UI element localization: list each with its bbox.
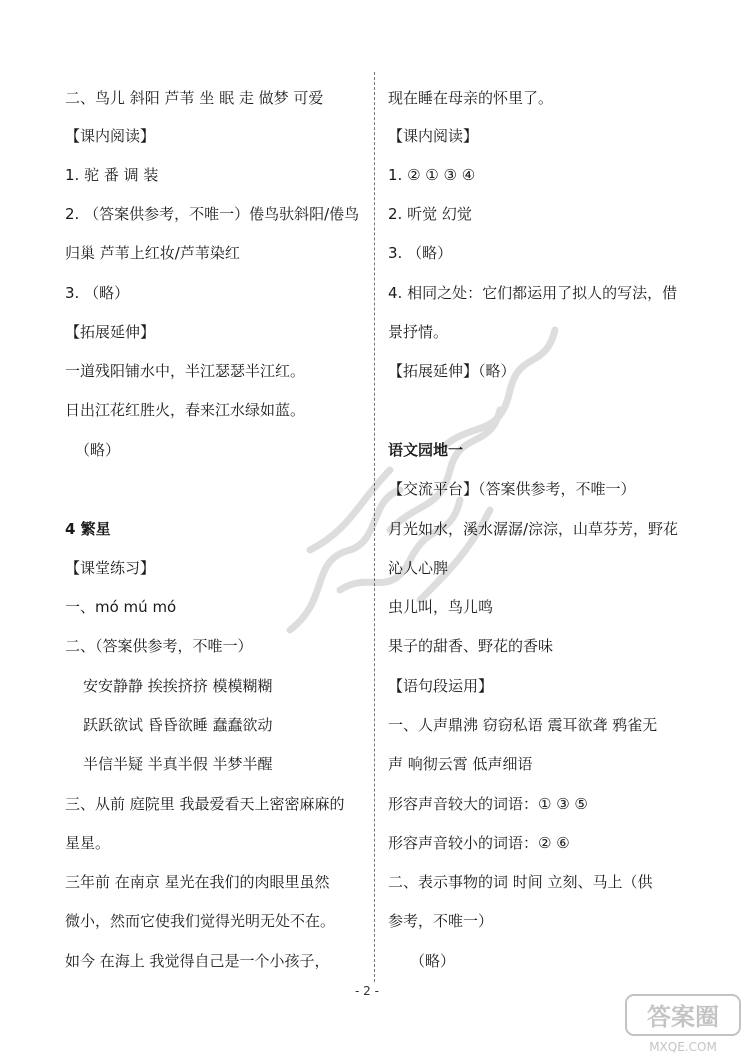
answer-line: 形容声音较大的词语：① ③ ⑤ bbox=[388, 795, 588, 813]
answer-line: 3. （略） bbox=[65, 284, 130, 302]
answer-line: 果子的甜香、野花的香味 bbox=[388, 637, 554, 655]
svg-text:答案圈: 答案圈 bbox=[647, 1003, 719, 1031]
answer-line: 半信半疑 半真半假 半梦半醒 bbox=[83, 755, 273, 773]
section-heading: 【课堂练习】 bbox=[65, 559, 156, 577]
answer-line: 2. （答案供参考，不唯一）倦鸟驮斜阳/倦鸟 bbox=[65, 205, 360, 223]
section-heading: 【交流平台】（答案供参考，不唯一） bbox=[388, 480, 636, 498]
unit-title: 语文园地一 bbox=[388, 441, 464, 459]
answer-line: 归巢 芦苇上红妆/芦苇染红 bbox=[65, 244, 240, 262]
answer-line: 月光如水，溪水潺潺/淙淙，山草芬芳，野花 bbox=[388, 520, 679, 538]
answer-line: 一、mó mú mó bbox=[65, 598, 177, 616]
answer-line: 景抒情。 bbox=[388, 323, 449, 341]
answer-line: 1. 驼 番 调 装 bbox=[65, 166, 159, 184]
svg-text:MXQE.COM: MXQE.COM bbox=[649, 1040, 717, 1054]
answer-line: 星星。 bbox=[65, 834, 111, 852]
answer-line: （略） bbox=[410, 952, 456, 970]
section-heading: 【课内阅读】 bbox=[388, 127, 479, 145]
section-heading: 【拓展延伸】 bbox=[65, 323, 156, 341]
answer-line: 一道残阳铺水中，半江瑟瑟半江红。 bbox=[65, 362, 306, 380]
answer-line: 1. ② ① ③ ④ bbox=[388, 166, 476, 184]
answer-line: 3. （略） bbox=[388, 244, 453, 262]
answer-line: 二、表示事物的词 时间 立刻、马上（供 bbox=[388, 873, 653, 891]
site-logo-watermark bbox=[624, 993, 742, 1055]
answer-line: 三年前 在南京 星光在我们的肉眼里虽然 bbox=[65, 873, 330, 891]
answer-line: 2. 听觉 幻觉 bbox=[388, 205, 472, 223]
answer-line: 安安静静 挨挨挤挤 模模糊糊 bbox=[83, 677, 273, 695]
answer-line: 跃跃欲试 昏昏欲睡 蠢蠢欲动 bbox=[83, 716, 273, 734]
page-number: - 2 - bbox=[355, 984, 379, 998]
answer-line: 三、从前 庭院里 我最爱看天上密密麻麻的 bbox=[65, 795, 345, 813]
answer-line: 4. 相同之处：它们都运用了拟人的写法，借 bbox=[388, 284, 678, 302]
answer-line: 二、（答案供参考，不唯一） bbox=[65, 637, 253, 655]
section-heading: 【课内阅读】 bbox=[65, 127, 156, 145]
column-divider bbox=[374, 72, 375, 982]
lesson-title: 4 繁星 bbox=[65, 520, 111, 538]
answer-line: 参考，不唯一） bbox=[388, 912, 494, 930]
answer-line: 二、鸟儿 斜阳 芦苇 坐 眠 走 做梦 可爱 bbox=[65, 89, 324, 107]
answer-line: 日出江花红胜火，春来江水绿如蓝。 bbox=[65, 401, 306, 419]
section-heading: 【语句段运用】 bbox=[388, 677, 494, 695]
answer-line: 形容声音较小的词语：② ⑥ bbox=[388, 834, 570, 852]
answer-line: 沁人心脾 bbox=[388, 559, 449, 577]
section-heading: 【拓展延伸】（略） bbox=[388, 362, 516, 380]
answer-line: 声 响彻云霄 低声细语 bbox=[388, 755, 533, 773]
answer-line: （略） bbox=[75, 441, 121, 459]
answer-line: 微小，然而它使我们觉得光明无处不在。 bbox=[65, 912, 336, 930]
answer-line: 现在睡在母亲的怀里了。 bbox=[388, 89, 554, 107]
answer-line: 如今 在海上 我觉得自己是一个小孩子， bbox=[65, 952, 330, 970]
answer-line: 一、人声鼎沸 窃窃私语 震耳欲聋 鸦雀无 bbox=[388, 716, 658, 734]
answer-line: 虫儿叫，鸟儿鸣 bbox=[388, 598, 494, 616]
